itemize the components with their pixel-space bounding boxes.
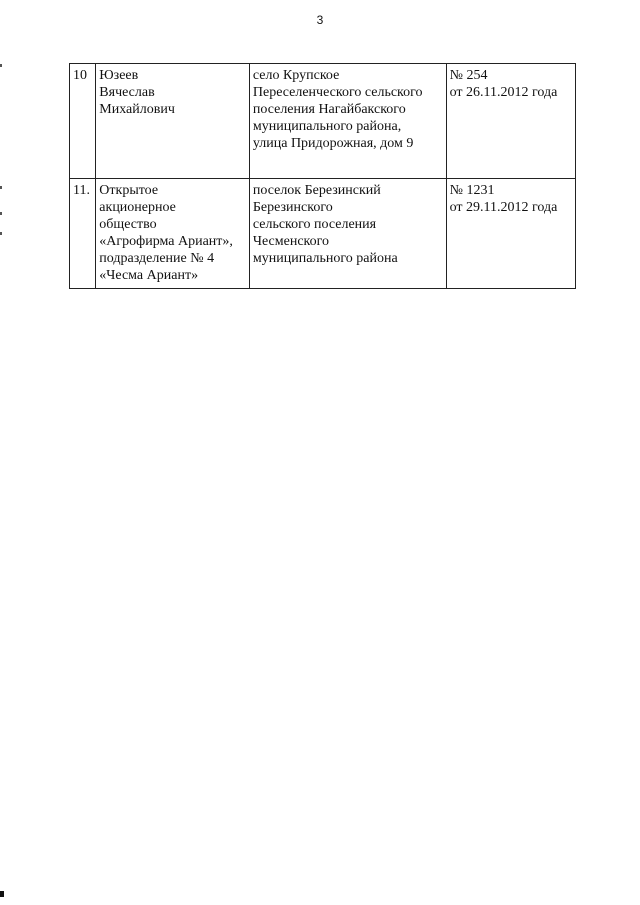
table-row [70, 179, 576, 289]
scan-edge-mark [0, 186, 2, 189]
row-number-cell: 11. [70, 179, 96, 289]
scan-edge-mark [0, 64, 2, 67]
owner-name-cell: Открытое акционерное общество «Агрофирма Ариант», подразделение № 4 «Чесма Ариант» [96, 179, 250, 289]
scan-edge-mark [0, 212, 2, 215]
owner-name-cell: Юзеев Вячеслав Михайлович [96, 64, 250, 179]
address-cell: село Крупское Переселенческого сельского поселения Нагайбакского муниципального района, улица Придорожная, дом 9 [249, 64, 446, 179]
row-number-cell: 10 [70, 64, 96, 179]
document-cell: № 254 от 26.11.2012 года [446, 64, 575, 179]
document-cell: № 1231 от 29.11.2012 года [446, 179, 575, 289]
page-number: 3 [316, 13, 324, 27]
scan-edge-mark [0, 232, 2, 235]
scan-corner-mark [0, 891, 4, 897]
records-table [69, 63, 576, 289]
table-row [70, 64, 576, 179]
address-cell: поселок Березинский Березинского сельского поселения Чесменского муниципального района [249, 179, 446, 289]
